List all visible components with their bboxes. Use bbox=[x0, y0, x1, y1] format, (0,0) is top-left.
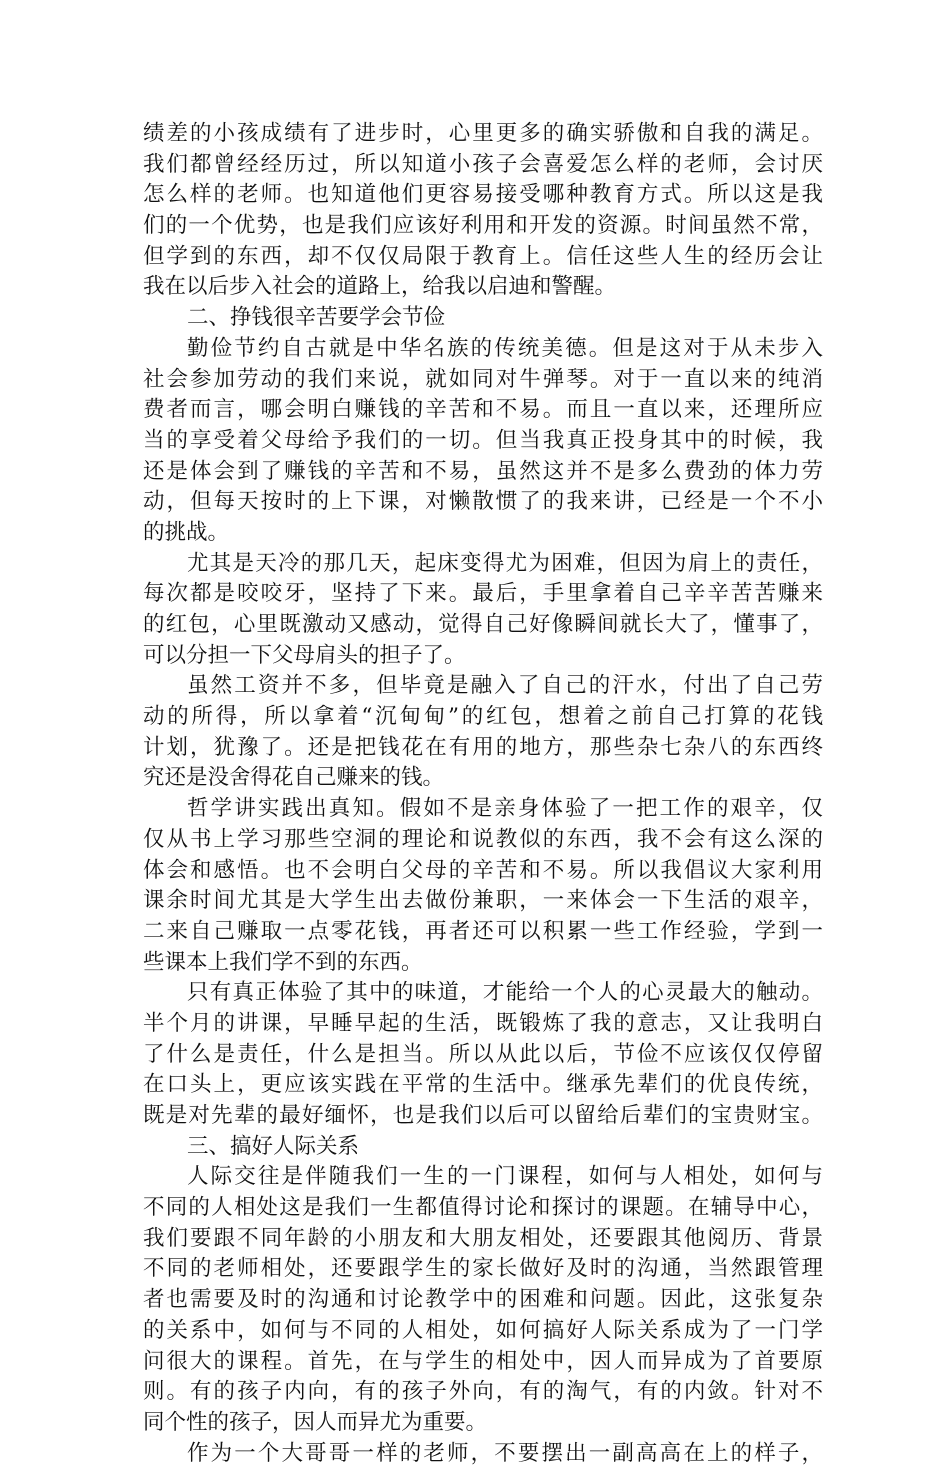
text-line: 们的一个优势，也是我们应该好利用和开发的资源。时间虽然不常， bbox=[143, 213, 823, 239]
text-line: 了什么是责任，什么是担当。所以从此以后，节俭不应该仅仅停留 bbox=[143, 1041, 823, 1067]
text-line: 半个月的讲课，早睡早起的生活，既锻炼了我的意志，又让我明白 bbox=[143, 1010, 823, 1036]
text-line: 体会和感悟。也不会明白父母的辛苦和不易。所以我倡议大家利用 bbox=[143, 857, 823, 883]
text-line: 作为一个大哥哥一样的老师，不要摆出一副高高在上的样子， bbox=[187, 1440, 823, 1466]
text-line: 费者而言，哪会明白赚钱的辛苦和不易。而且一直以来，还理所应 bbox=[143, 397, 823, 423]
text-line: 既是对先辈的最好缅怀，也是我们以后可以留给后辈们的宝贵财宝。 bbox=[143, 1103, 823, 1128]
text-line: 则。有的孩子内向，有的孩子外向，有的淘气，有的内敛。针对不 bbox=[143, 1379, 823, 1405]
text-line: 究还是没舍得花自己赚来的钱。 bbox=[143, 765, 445, 791]
text-line: 勤俭节约自古就是中华名族的传统美德。但是这对于从未步入 bbox=[187, 335, 823, 361]
text-line: 我们要跟不同年龄的小朋友和大朋友相处，还要跟其他阅历、背景 bbox=[143, 1225, 823, 1251]
text-line: 些课本上我们学不到的东西。 bbox=[143, 949, 423, 975]
text-line: 不同的老师相处，还要跟学生的家长做好及时的沟通，当然跟管理 bbox=[143, 1256, 823, 1282]
text-line: 怎么样的老师。也知道他们更容易接受哪种教育方式。所以这是我 bbox=[143, 182, 823, 208]
text-line: 每次都是咬咬牙，坚持了下来。最后，手里拿着自己辛辛苦苦赚来 bbox=[143, 581, 823, 607]
text-line: 者也需要及时的沟通和讨论教学中的困难和问题。因此，这张复杂 bbox=[143, 1287, 823, 1313]
text-line: 同个性的孩子，因人而异尤为重要。 bbox=[143, 1409, 488, 1435]
text-line: 二、挣钱很辛苦要学会节俭 bbox=[187, 305, 446, 331]
text-line: 的红包，心里既激动又感动，觉得自己好像瞬间就长大了，懂事了， bbox=[143, 612, 823, 637]
text-line: 尤其是天冷的那几天，起床变得尤为困难，但因为肩上的责任， bbox=[187, 550, 823, 576]
document-body bbox=[143, 119, 823, 1469]
text-line: 三、搞好人际关系 bbox=[187, 1133, 360, 1159]
text-line: 不同的人相处这是我们一生都值得讨论和探讨的课题。在辅导中心， bbox=[143, 1195, 823, 1221]
text-line: 二来自己赚取一点零花钱，再者还可以积累一些工作经验，学到一 bbox=[143, 918, 823, 944]
text-line: 当的享受着父母给予我们的一切。但当我真正投身其中的时候，我 bbox=[143, 427, 823, 453]
text-line: 哲学讲实践出真知。假如不是亲身体验了一把工作的艰辛，仅 bbox=[187, 796, 823, 822]
text-line: 问很大的课程。首先，在与学生的相处中，因人而异成为了首要原 bbox=[143, 1348, 823, 1374]
text-line: 动的所得，所以拿着“沉甸甸”的红包，想着之前自己打算的花钱 bbox=[143, 704, 823, 730]
text-line: 动，但每天按时的上下课，对懒散惯了的我来讲，已经是一个不小 bbox=[143, 489, 823, 515]
text-line: 只有真正体验了其中的味道，才能给一个人的心灵最大的触动。 bbox=[187, 980, 823, 1006]
text-line: 课余时间尤其是大学生出去做份兼职，一来体会一下生活的艰辛， bbox=[143, 888, 823, 914]
text-line: 仅从书上学习那些空洞的理论和说教似的东西，我不会有这么深的 bbox=[143, 826, 823, 852]
document-page bbox=[143, 119, 823, 1469]
text-line: 但学到的东西，却不仅仅局限于教育上。信任这些人生的经历会让 bbox=[143, 243, 823, 269]
text-line: 我在以后步入社会的道路上，给我以启迪和警醒。 bbox=[143, 274, 617, 300]
text-line: 计划，犹豫了。还是把钱花在有用的地方，那些杂七杂八的东西终 bbox=[143, 734, 823, 760]
text-line: 还是体会到了赚钱的辛苦和不易，虽然这并不是多么费劲的体力劳 bbox=[143, 458, 823, 484]
text-line: 可以分担一下父母肩头的担子了。 bbox=[143, 642, 466, 668]
text-line: 社会参加劳动的我们来说，就如同对牛弹琴。对于一直以来的纯消 bbox=[143, 366, 823, 392]
text-line: 我们都曾经经历过，所以知道小孩子会喜爱怎么样的老师，会讨厌 bbox=[143, 151, 823, 177]
text-line: 虽然工资并不多，但毕竟是融入了自己的汗水，付出了自己劳 bbox=[187, 673, 823, 699]
text-line: 的关系中，如何与不同的人相处，如何搞好人际关系成为了一门学 bbox=[143, 1317, 823, 1343]
text-line: 的挑战。 bbox=[143, 519, 230, 545]
text-line: 绩差的小孩成绩有了进步时，心里更多的确实骄傲和自我的满足。 bbox=[143, 121, 823, 146]
text-line: 人际交往是伴随我们一生的一门课程，如何与人相处，如何与 bbox=[187, 1164, 823, 1190]
text-line: 在口头上，更应该实践在平常的生活中。继承先辈们的优良传统， bbox=[143, 1072, 823, 1098]
